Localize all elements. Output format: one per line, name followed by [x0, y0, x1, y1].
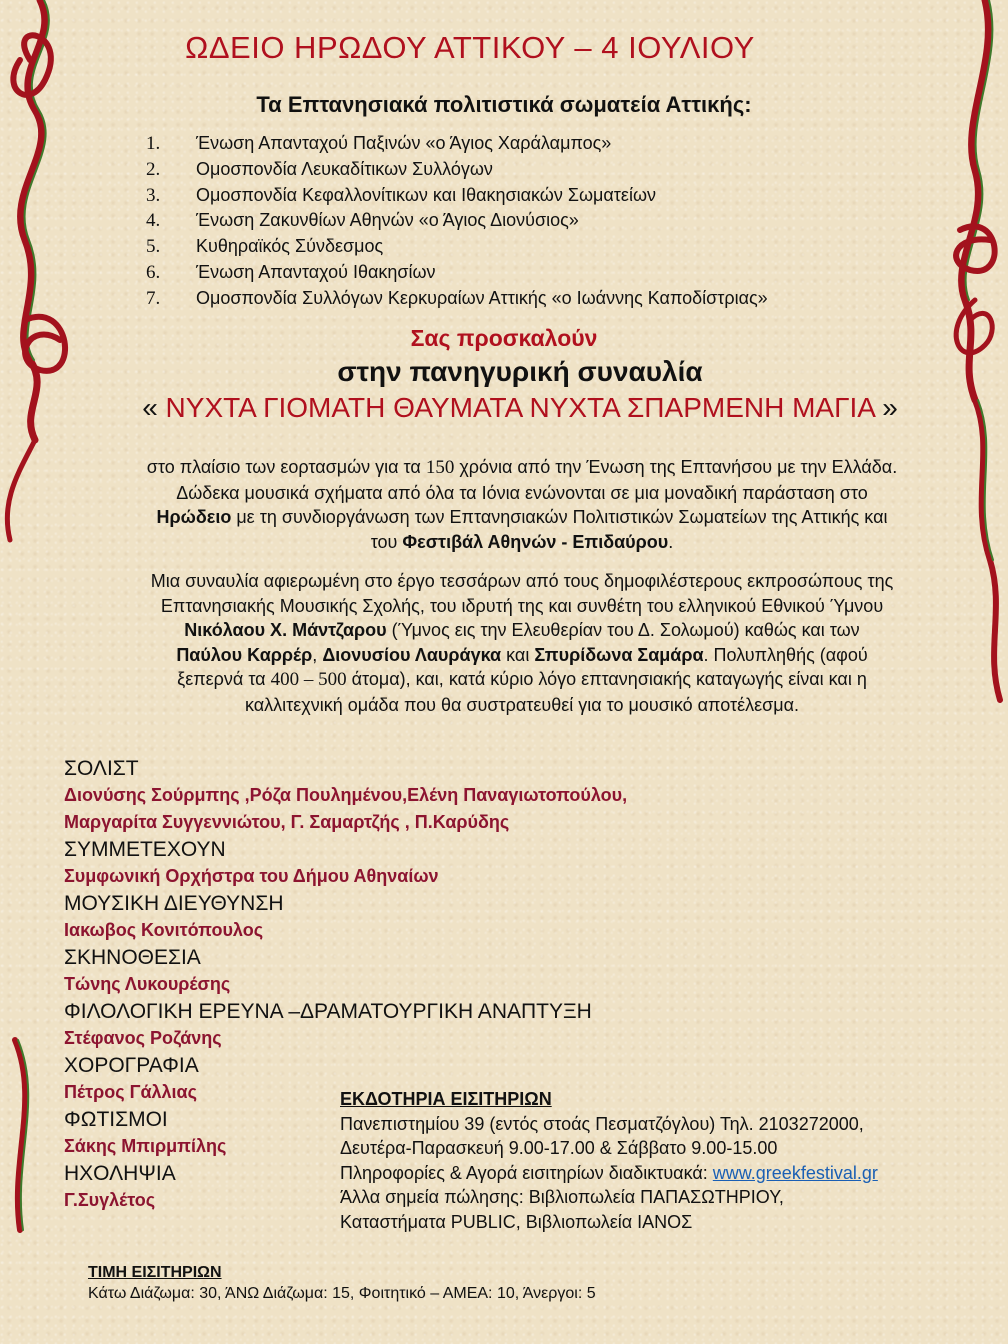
ticket-office-info: [340, 1087, 878, 1234]
list-item: [146, 133, 768, 159]
list-item-number: 7.: [146, 287, 161, 309]
ticket-office-heading: ΕΚΔΟΤΗΡΙΑ ΕΙΣΙΤΗΡΙΩΝ: [340, 1089, 552, 1109]
credit-person: Ιακωβος Κονιτόπουλος: [64, 920, 264, 940]
text: Πληροφορίες & Αγορά εισιτηρίων διαδικτυακά:: [340, 1162, 713, 1183]
credit-person: Τώνης Λυκουρέσης: [64, 974, 231, 994]
text: του: [370, 531, 403, 552]
credit-person: Διονύσης Σούρμπης ,Ρόζα Πουλημένου,Ελένη Παναγιωτοπούλου,: [64, 785, 628, 805]
credit-person: Πέτρος Γάλλιας: [64, 1082, 197, 1102]
other-sales-points-2: Καταστήματα PUBLIC, Βιβλιοπωλεία ΙΑΝΟΣ: [340, 1211, 693, 1232]
text: Δώδεκα μουσικά σχήματα από όλα τα Ιόνια ενώνονται σε μια μοναδική παράσταση στο: [176, 482, 868, 503]
description-paragraph-1: [72, 455, 972, 554]
ticket-prices-heading: ΤΙΜΗ ΕΙΣΙΤΗΡΙΩΝ: [88, 1264, 222, 1281]
credit-role: ΗΧΟΛΗΨΙΑ: [64, 1162, 176, 1185]
list-item-name: Ένωση Ζακυνθίων Αθηνών «ο Άγιος Διονύσιος»: [196, 210, 579, 231]
text: . Πολυπληθής (αφού: [703, 644, 868, 665]
credit-role: ΧΟΡΟΓΡΑΦΙΑ: [64, 1054, 199, 1077]
credit-person: Μαργαρίτα Συγγεννιώτου, Γ. Σαμαρτζής , Π.Καρύδης: [64, 812, 510, 832]
online-tickets-line: [340, 1161, 878, 1186]
invitation-line: Σας προσκαλούν: [410, 325, 598, 351]
festival-website-link[interactable]: www.greekfestival.gr: [712, 1162, 878, 1183]
credit-role: ΣΚΗΝΟΘΕΣΙΑ: [64, 946, 201, 969]
text: ,: [312, 644, 323, 665]
associations-list: [146, 133, 768, 314]
close-quote: »: [882, 392, 898, 423]
list-item-number: 1.: [146, 133, 161, 154]
credit-role: ΣΟΛΙΣΤ: [64, 757, 139, 780]
credit-person: Σάκης Μπιρμπίλης: [64, 1136, 227, 1156]
composer-name: Σπυρίδωνα Σαμάρα: [534, 644, 704, 665]
text: και: [501, 644, 535, 665]
text: ξεπερνά τα: [177, 669, 271, 689]
credit-role: ΣΥΜΜΕΤΕΧΟΥΝ: [64, 838, 226, 861]
text: 400 – 500: [270, 669, 347, 690]
ticket-prices-text: Κάτω Διάζωμα: 30, ΆΝΩ Διάζωμα: 15, Φοιτητικό – ΑΜΕΑ: 10, Άνεργοι: 5: [88, 1285, 596, 1302]
venue-name: Ηρώδειο: [156, 507, 232, 527]
credit-role: ΜΟΥΣΙΚΗ ΔΙΕΥΘΥΝΣΗ: [64, 892, 284, 915]
concert-title-text: ΝΥΧΤΑ ΓΙΟΜΑΤΗ ΘΑΥΜΑΤΑ ΝΥΧΤΑ ΣΠΑΡΜΕΝΗ ΜΑΓΙΑ: [157, 392, 883, 423]
concert-title: [0, 392, 1008, 424]
ticket-office-hours: Δευτέρα-Παρασκευή 9.00-17.00 & Σάββατο 9.00-15.00: [340, 1138, 778, 1158]
list-item-name: Ομοσπονδία Συλλόγων Κερκυραίων Αττικής «ο Ιωάννης Καποδίστριας»: [196, 287, 768, 308]
invitation-concert-line: στην πανηγυρική συναυλία: [337, 356, 703, 387]
list-item-name: Κυθηραϊκός Σύνδεσμος: [196, 236, 384, 257]
composer-name: Νικόλαου Χ. Μάντζαρου: [184, 620, 387, 640]
credit-person: Στέφανος Ροζάνης: [64, 1028, 222, 1048]
list-item-number: 2.: [146, 158, 161, 180]
text: Μια συναυλία αφιερωμένη στο έργο τεσσάρων από τους δημοφιλέστερους εκπροσώπους της: [150, 571, 894, 591]
list-item: [146, 262, 768, 288]
list-item-number: 4.: [146, 210, 161, 232]
text: άτομα), και, κατά κύριο λόγο επτανησιακής καταγωγής είναι και η: [346, 669, 867, 689]
ticket-prices: [88, 1262, 596, 1304]
composer-name: Παύλου Καρρέρ: [176, 644, 313, 665]
text: με τη συνδιοργάνωση των Επτανησιακών Πολιτιστικών Σωματείων της Αττικής και: [231, 507, 888, 527]
text: χρόνια από την Ένωση της Επτανήσου με την Ελλάδα.: [454, 457, 898, 477]
credit-person: Συμφωνική Ορχήστρα του Δήμου Αθηναίων: [64, 866, 439, 886]
credit-person: Γ.Συγλέτος: [64, 1190, 156, 1210]
list-item: [146, 288, 768, 314]
credit-role: ΦΙΛΟΛΟΓΙΚΗ ΕΡΕΥΝΑ –ΔΡΑΜΑΤΟΥΡΓΙΚΗ ΑΝΑΠΤΥΞΗ: [64, 1000, 592, 1023]
page-title: ΩΔΕΙΟ ΗΡΩΔΟΥ ΑΤΤΙΚΟΥ – 4 ΙΟΥΛΙΟΥ: [185, 30, 755, 65]
page-subtitle: Τα Επτανησιακά πολιτιστικά σωματεία Αττικής:: [256, 92, 752, 117]
list-item: [146, 159, 768, 185]
list-item: [146, 185, 768, 211]
text: 150: [425, 457, 455, 478]
description-paragraph-2: [72, 569, 972, 717]
text: .: [668, 531, 674, 552]
list-item-name: Ομοσπονδία Λευκαδίτικων Συλλόγων: [196, 158, 493, 179]
list-item: [146, 210, 768, 236]
text: στο πλαίσιο των εορτασμών για τα: [146, 457, 426, 477]
text: (Ύμνος εις την Ελευθερίαν του Δ. Σολωμού) καθώς και των: [386, 620, 860, 640]
festival-name: Φεστιβάλ Αθηνών - Επιδαύρου: [402, 531, 669, 552]
open-quote: «: [142, 392, 158, 423]
composer-name: Διονυσίου Λαυράγκα: [322, 644, 502, 665]
ticket-office-address: Πανεπιστημίου 39 (εντός στοάς Πεσματζόγλου) Τηλ. 2103272000,: [340, 1113, 864, 1134]
list-item-number: 3.: [146, 184, 161, 206]
list-item-number: 5.: [146, 236, 161, 258]
list-item-name: Ομοσπονδία Κεφαλλονίτικων και Ιθακησιακών Σωματείων: [196, 184, 656, 205]
text: Επτανησιακής Μουσικής Σχολής, του ιδρυτή της και συνθέτη του ελληνικού Εθνικού Ύμνου: [160, 595, 884, 616]
other-sales-points: Άλλα σημεία πώλησης: Βιβλιοπωλεία ΠΑΠΑΣΩΤΗΡΙΟΥ,: [340, 1187, 784, 1207]
list-item: [146, 236, 768, 262]
credit-role: ΦΩΤΙΣΜΟΙ: [64, 1108, 168, 1131]
list-item-name: Ένωση Απανταχού Παξινών «ο Άγιος Χαράλαμπος»: [196, 133, 612, 153]
list-item-number: 6.: [146, 261, 161, 283]
list-item-name: Ένωση Απανταχού Ιθακησίων: [196, 261, 436, 282]
text: καλλιτεχνική ομάδα που θα συστρατευθεί για το μουσικό αποτέλεσμα.: [244, 694, 800, 715]
